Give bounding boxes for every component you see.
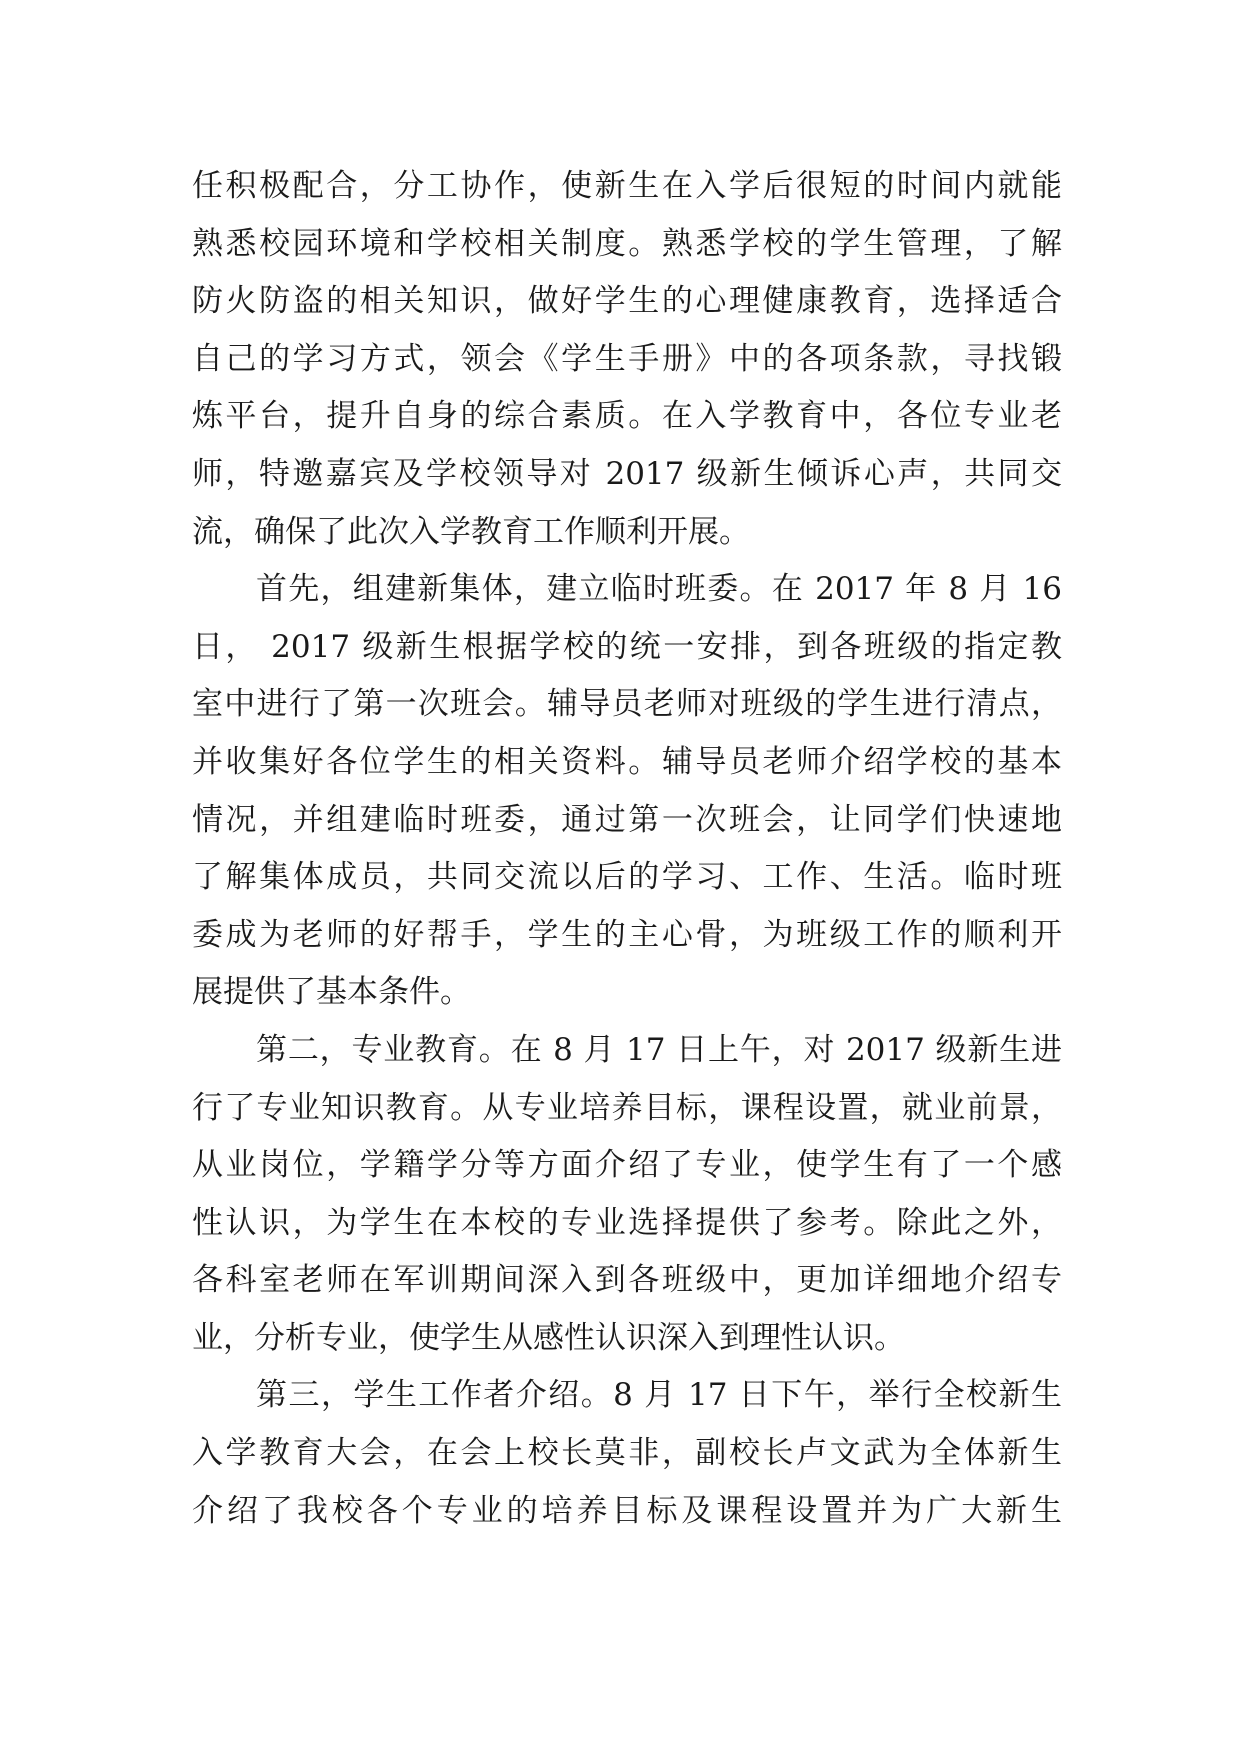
body-text [192,158,1062,1540]
text-line: 自己的学习方式，领会《学生手册》中的各项条款，寻找锻 [192,340,1062,377]
paragraph [192,1367,1062,1540]
text-line: 业，分析专业，使学生从感性认识深入到理性认识。 [192,1319,905,1356]
paragraph [192,561,1062,1022]
text-line: 情况，并组建临时班委，通过第一次班会，让同学们快速地 [192,801,1062,838]
paragraph [192,158,1062,561]
text-line: 行了专业知识教育。从专业培养目标，课程设置，就业前景， [192,1089,1062,1126]
text-line: 任积极配合，分工协作，使新生在入学后很短的时间内就能 [192,168,1062,204]
text-line: 入学教育大会，在会上校长莫非，副校长卢文武为全体新生 [192,1435,1062,1472]
text-line: 炼平台，提升自身的综合素质。在入学教育中，各位专业老 [192,398,1062,435]
text-line: 日， 2017 级新生根据学校的统一安排，到各班级的指定教 [192,628,1062,665]
text-line: 从业岗位，学籍学分等方面介绍了专业，使学生有了一个感 [192,1147,1062,1184]
text-line: 了解集体成员，共同交流以后的学习、工作、生活。临时班 [192,859,1062,896]
text-line: 并收集好各位学生的相关资料。辅导员老师介绍学校的基本 [192,743,1062,780]
text-line: 性认识，为学生在本校的专业选择提供了参考。除此之外， [192,1204,1062,1241]
text-line: 师，特邀嘉宾及学校领导对 2017 级新生倾诉心声，共同交 [192,455,1062,492]
text-line: 室中进行了第一次班会。辅导员老师对班级的学生进行清点， [192,686,1062,723]
text-line: 展提供了基本条件。 [192,974,471,1011]
text-line: 各科室老师在军训期间深入到各班级中，更加详细地介绍专 [192,1262,1062,1299]
text-line: 熟悉校园环境和学校相关制度。熟悉学校的学生管理，了解 [192,225,1062,262]
text-line: 委成为老师的好帮手，学生的主心骨，为班级工作的顺利开 [192,916,1062,953]
text-line: 第三，学生工作者介绍。8 月 17 日下午，举行全校新生 [256,1377,1062,1414]
text-line: 防火防盗的相关知识，做好学生的心理健康教育，选择适合 [192,283,1062,320]
text-line: 流，确保了此次入学教育工作顺利开展。 [192,513,750,550]
text-line: 第二，专业教育。在 8 月 17 日上午，对 2017 级新生进 [256,1031,1062,1068]
text-line: 介绍了我校各个专业的培养目标及课程设置并为广大新生 [192,1492,1062,1529]
text-line: 首先，组建新集体，建立临时班委。在 2017 年 8 月 16 [256,571,1062,608]
paragraph [192,1022,1062,1368]
